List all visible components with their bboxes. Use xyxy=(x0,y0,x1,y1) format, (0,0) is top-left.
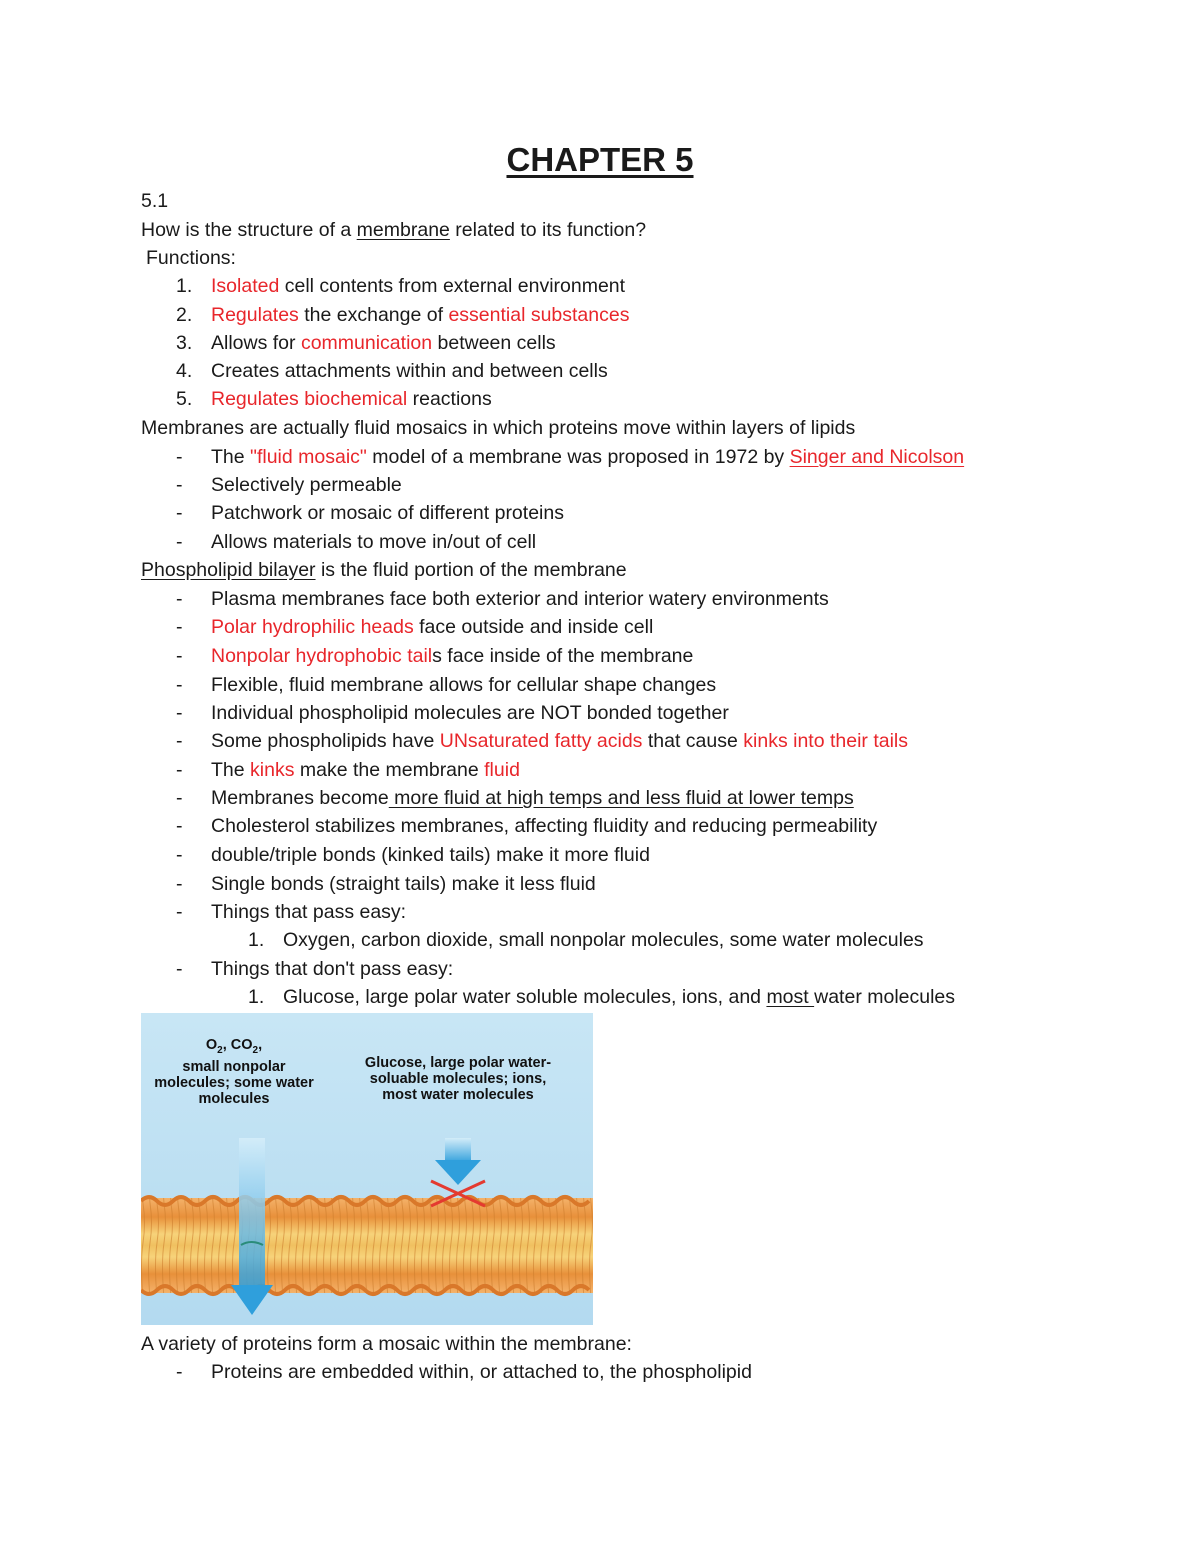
mosaic-heading: Membranes are actually fluid mosaics in which proteins move within layers of lipids xyxy=(141,417,856,439)
list-number: 2. xyxy=(176,304,193,326)
list-number: 4. xyxy=(176,360,193,382)
bullet-text: face outside and inside cell xyxy=(413,616,654,638)
underlined-text: more fluid at high temps and less fluid at lower temps xyxy=(388,787,854,809)
bullet-dash: - xyxy=(176,474,183,496)
highlight-text: communication xyxy=(300,332,433,354)
bullet-dash: - xyxy=(176,531,183,553)
bullet-text: Selectively permeable xyxy=(211,474,402,496)
bullet-text: The xyxy=(211,759,251,781)
permeable-molecules-label xyxy=(149,1037,319,1107)
bullet-dash: - xyxy=(176,588,183,610)
bullet-dash: - xyxy=(176,1361,183,1383)
highlight-text: kinks xyxy=(250,759,295,781)
bullet-dash: - xyxy=(176,815,183,837)
bullet-text: Single bonds (straight tails) make it less fluid xyxy=(211,873,596,895)
bullet-text: Patchwork or mosaic of different proteins xyxy=(211,502,564,524)
list-number: 5. xyxy=(176,388,193,410)
list-number: 1. xyxy=(248,986,265,1008)
list-text: Allows for xyxy=(211,332,301,354)
label-text: O xyxy=(205,1037,218,1053)
list-text: Oxygen, carbon dioxide, small nonpolar molecules, some water molecules xyxy=(283,929,924,951)
list-text: the exchange of xyxy=(298,304,449,326)
highlight-text: "fluid mosaic" xyxy=(250,446,367,468)
bullet-text: double/triple bonds (kinked tails) make it more fluid xyxy=(211,844,650,866)
bullet-text: s face inside of the membrane xyxy=(432,645,694,667)
membrane-permeability-figure xyxy=(141,1013,593,1325)
label-text: small nonpolar xyxy=(182,1058,286,1075)
bullet-text: Things that don't pass easy: xyxy=(211,958,454,980)
bullet-dash: - xyxy=(176,730,183,752)
phospholipid-bilayer xyxy=(141,1197,593,1294)
bullet-text: Membranes become xyxy=(211,787,389,809)
bullet-dash: - xyxy=(176,502,183,524)
impermeable-molecules-label xyxy=(348,1055,568,1103)
highlight-text: Polar hydrophilic heads xyxy=(211,616,414,638)
bullet-dash: - xyxy=(176,873,183,895)
question-term: membrane xyxy=(356,219,450,241)
bullet-text: model of a membrane was proposed in 1972 by xyxy=(366,446,790,468)
highlight-text: fluid xyxy=(484,759,520,781)
underlined-text: most xyxy=(766,986,815,1008)
bullet-dash: - xyxy=(176,901,183,923)
functions-label: Functions: xyxy=(146,247,236,269)
list-number: 3. xyxy=(176,332,193,354)
bullet-dash: - xyxy=(176,958,183,980)
highlight-text: Singer and Nicolson xyxy=(789,446,965,468)
bilayer-term: Phospholipid bilayer xyxy=(141,559,316,581)
highlight-text: Regulates xyxy=(211,304,299,326)
bilayer-heading-text: is the fluid portion of the membrane xyxy=(315,559,627,581)
label-text: molecules; some water xyxy=(154,1074,314,1091)
bullet-text: The xyxy=(211,446,251,468)
bullet-text: Plasma membranes face both exterior and interior watery environments xyxy=(211,588,829,610)
bullet-dash: - xyxy=(176,787,183,809)
section-number: 5.1 xyxy=(141,190,169,212)
bullet-text: Individual phospholipid molecules are NOT bonded together xyxy=(211,702,729,724)
label-text: most water molecules xyxy=(382,1087,534,1103)
bullet-text: Flexible, fluid membrane allows for cellular shape changes xyxy=(211,674,717,696)
bullet-text: that cause xyxy=(642,730,744,752)
highlight-text: essential substances xyxy=(448,304,630,326)
list-text: cell contents from external environment xyxy=(279,275,626,297)
list-text: water molecules xyxy=(814,986,956,1008)
highlight-text: Regulates biochemical xyxy=(211,388,408,410)
list-text: between cells xyxy=(432,332,556,354)
label-text: , CO xyxy=(222,1037,253,1053)
bullet-text: make the membrane xyxy=(294,759,485,781)
proteins-heading: A variety of proteins form a mosaic within the membrane: xyxy=(141,1333,632,1355)
bullet-text: Allows materials to move in/out of cell xyxy=(211,531,537,553)
bullet-text: Some phospholipids have xyxy=(211,730,440,752)
bullet-dash: - xyxy=(176,645,183,667)
list-text: Creates attachments within and between cells xyxy=(211,360,608,382)
highlight-text: Isolated xyxy=(211,275,280,297)
bilayer-heading xyxy=(141,557,627,583)
bullet-dash: - xyxy=(176,759,183,781)
list-text: Glucose, large polar water soluble molecules, ions, and xyxy=(283,986,767,1008)
label-text: Glucose, large polar water- xyxy=(364,1055,552,1071)
list-text: reactions xyxy=(407,388,492,410)
question-line xyxy=(141,217,646,243)
highlight-text: UNsaturated fatty acids xyxy=(439,730,643,752)
question-text: How is the structure of a xyxy=(141,219,357,241)
bullet-text: Cholesterol stabilizes membranes, affecting fluidity and reducing permeability xyxy=(211,815,878,837)
list-number: 1. xyxy=(176,275,193,297)
list-number: 1. xyxy=(248,929,265,951)
subscript: 2 xyxy=(217,1044,223,1056)
bullet-dash: - xyxy=(176,844,183,866)
page-title: CHAPTER 5 xyxy=(506,141,694,178)
highlight-text: Nonpolar hydrophobic tail xyxy=(211,645,433,667)
bullet-dash: - xyxy=(176,616,183,638)
label-text: , xyxy=(258,1037,263,1053)
question-text-end: related to its function? xyxy=(449,219,647,241)
label-text: molecules xyxy=(198,1090,270,1107)
highlight-text: kinks into their tails xyxy=(743,730,908,752)
bullet-text: Proteins are embedded within, or attached to, the phospholipid xyxy=(211,1361,752,1383)
subscript: 2 xyxy=(252,1044,259,1056)
label-text: soluable molecules; ions, xyxy=(369,1071,547,1087)
bullet-dash: - xyxy=(176,702,183,724)
bullet-text: Things that pass easy: xyxy=(211,901,407,923)
bullet-dash: - xyxy=(176,446,183,468)
bullet-dash: - xyxy=(176,674,183,696)
